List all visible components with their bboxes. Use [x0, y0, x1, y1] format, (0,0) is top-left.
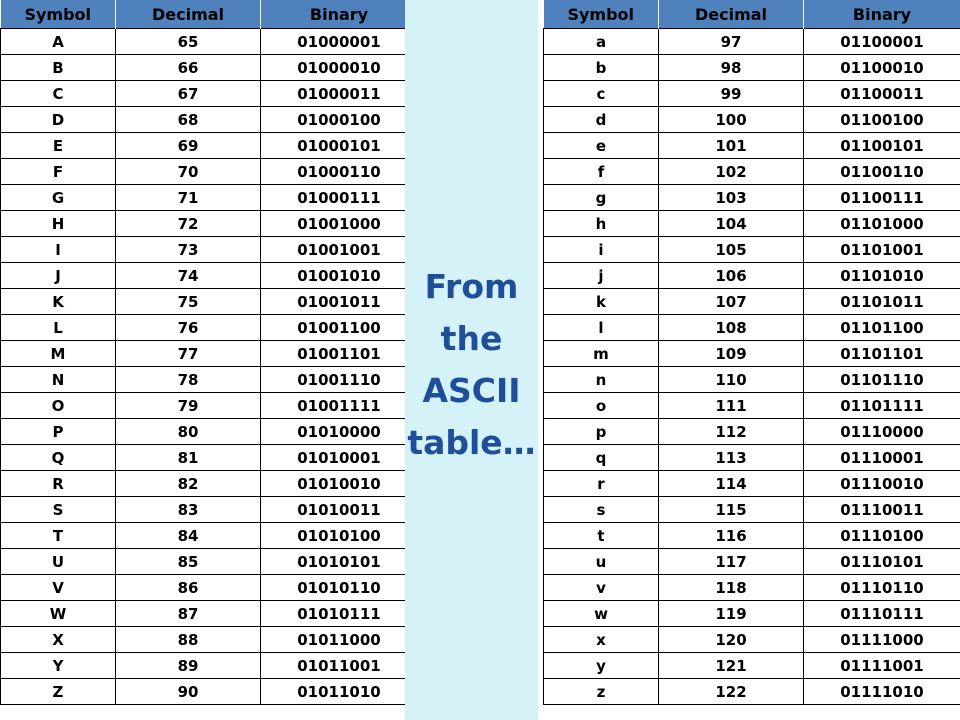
table-row	[1, 185, 418, 211]
table-row	[1, 679, 418, 705]
symbol-cell: T	[1, 523, 116, 549]
decimal-cell: 117	[659, 549, 804, 575]
decimal-cell: 74	[116, 263, 261, 289]
symbol-cell: d	[544, 107, 659, 133]
symbol-cell: D	[1, 107, 116, 133]
symbol-cell: v	[544, 575, 659, 601]
binary-cell: 01100101	[804, 133, 960, 159]
table-row	[544, 601, 960, 627]
binary-cell: 01001100	[261, 315, 418, 341]
decimal-cell: 99	[659, 81, 804, 107]
decimal-cell: 83	[116, 497, 261, 523]
symbol-cell: x	[544, 627, 659, 653]
decimal-cell: 112	[659, 419, 804, 445]
table-row	[544, 575, 960, 601]
symbol-cell: N	[1, 367, 116, 393]
symbol-cell: Y	[1, 653, 116, 679]
table-row	[544, 159, 960, 185]
decimal-cell: 81	[116, 445, 261, 471]
binary-cell: 01010100	[261, 523, 418, 549]
binary-cell: 01011000	[261, 627, 418, 653]
decimal-cell: 69	[116, 133, 261, 159]
binary-cell: 01101001	[804, 237, 960, 263]
table-row	[1, 107, 418, 133]
table-row	[544, 185, 960, 211]
table-row	[1, 445, 418, 471]
table-row	[544, 393, 960, 419]
binary-cell: 01010010	[261, 471, 418, 497]
decimal-cell: 79	[116, 393, 261, 419]
table-row	[544, 133, 960, 159]
decimal-cell: 65	[116, 29, 261, 55]
symbol-cell: n	[544, 367, 659, 393]
binary-cell: 01100001	[804, 29, 960, 55]
symbol-cell: a	[544, 29, 659, 55]
table-row	[1, 133, 418, 159]
symbol-cell: R	[1, 471, 116, 497]
table-row	[1, 419, 418, 445]
decimal-cell: 73	[116, 237, 261, 263]
table-row	[544, 315, 960, 341]
decimal-cell: 77	[116, 341, 261, 367]
table-row	[1, 263, 418, 289]
symbol-cell: s	[544, 497, 659, 523]
decimal-cell: 80	[116, 419, 261, 445]
table-row	[1, 211, 418, 237]
binary-cell: 01101010	[804, 263, 960, 289]
symbol-cell: F	[1, 159, 116, 185]
table-row	[1, 575, 418, 601]
binary-cell: 01001111	[261, 393, 418, 419]
table-header-row	[1, 0, 418, 29]
binary-cell: 01001001	[261, 237, 418, 263]
binary-cell: 01101011	[804, 289, 960, 315]
binary-cell: 01001101	[261, 341, 418, 367]
decimal-cell: 82	[116, 471, 261, 497]
symbol-cell: w	[544, 601, 659, 627]
symbol-cell: i	[544, 237, 659, 263]
decimal-cell: 122	[659, 679, 804, 705]
table-row	[544, 471, 960, 497]
symbol-cell: B	[1, 55, 116, 81]
binary-cell: 01101110	[804, 367, 960, 393]
symbol-cell: c	[544, 81, 659, 107]
table-row	[544, 497, 960, 523]
symbol-cell: J	[1, 263, 116, 289]
uppercase-ascii-table	[0, 0, 418, 705]
table-row	[1, 549, 418, 575]
decimal-cell: 78	[116, 367, 261, 393]
decimal-cell: 75	[116, 289, 261, 315]
table-row	[1, 237, 418, 263]
table-row	[1, 341, 418, 367]
symbol-header: Symbol	[544, 0, 659, 29]
table-row	[544, 211, 960, 237]
symbol-cell: p	[544, 419, 659, 445]
binary-cell: 01110100	[804, 523, 960, 549]
binary-cell: 01101111	[804, 393, 960, 419]
binary-cell: 01001011	[261, 289, 418, 315]
symbol-cell: e	[544, 133, 659, 159]
decimal-cell: 98	[659, 55, 804, 81]
table-row	[544, 627, 960, 653]
table-row	[544, 341, 960, 367]
decimal-cell: 72	[116, 211, 261, 237]
symbol-cell: o	[544, 393, 659, 419]
binary-cell: 01010111	[261, 601, 418, 627]
symbol-cell: M	[1, 341, 116, 367]
binary-cell: 01110000	[804, 419, 960, 445]
decimal-cell: 101	[659, 133, 804, 159]
table-row	[1, 289, 418, 315]
symbol-cell: f	[544, 159, 659, 185]
binary-cell: 01010001	[261, 445, 418, 471]
table-row	[1, 523, 418, 549]
binary-cell: 01111000	[804, 627, 960, 653]
decimal-cell: 71	[116, 185, 261, 211]
symbol-cell: A	[1, 29, 116, 55]
table-row	[1, 393, 418, 419]
decimal-cell: 97	[659, 29, 804, 55]
table-row	[544, 289, 960, 315]
decimal-cell: 86	[116, 575, 261, 601]
binary-cell: 01101100	[804, 315, 960, 341]
decimal-cell: 119	[659, 601, 804, 627]
symbol-cell: L	[1, 315, 116, 341]
symbol-cell: r	[544, 471, 659, 497]
binary-cell: 01110011	[804, 497, 960, 523]
decimal-cell: 76	[116, 315, 261, 341]
table-row	[544, 81, 960, 107]
decimal-cell: 111	[659, 393, 804, 419]
symbol-cell: q	[544, 445, 659, 471]
symbol-cell: m	[544, 341, 659, 367]
symbol-cell: K	[1, 289, 116, 315]
lowercase-ascii-table	[543, 0, 960, 705]
symbol-cell: l	[544, 315, 659, 341]
symbol-cell: y	[544, 653, 659, 679]
table-row	[1, 55, 418, 81]
table-row	[1, 653, 418, 679]
table-row	[544, 653, 960, 679]
symbol-cell: S	[1, 497, 116, 523]
symbol-cell: U	[1, 549, 116, 575]
binary-cell: 01011001	[261, 653, 418, 679]
decimal-cell: 84	[116, 523, 261, 549]
symbol-cell: h	[544, 211, 659, 237]
decimal-cell: 120	[659, 627, 804, 653]
symbol-cell: H	[1, 211, 116, 237]
binary-cell: 01100011	[804, 81, 960, 107]
table-row	[544, 549, 960, 575]
table-row	[544, 679, 960, 705]
table-row	[1, 367, 418, 393]
binary-header: Binary	[261, 0, 418, 29]
binary-cell: 01100010	[804, 55, 960, 81]
table-row	[544, 237, 960, 263]
decimal-cell: 110	[659, 367, 804, 393]
table-row	[1, 627, 418, 653]
table-row	[544, 29, 960, 55]
table-row	[544, 419, 960, 445]
decimal-cell: 68	[116, 107, 261, 133]
binary-cell: 01001010	[261, 263, 418, 289]
table-row	[544, 367, 960, 393]
symbol-cell: Z	[1, 679, 116, 705]
symbol-cell: V	[1, 575, 116, 601]
binary-cell: 01001110	[261, 367, 418, 393]
table-row	[544, 263, 960, 289]
table-row	[544, 445, 960, 471]
binary-cell: 01011010	[261, 679, 418, 705]
decimal-cell: 70	[116, 159, 261, 185]
binary-cell: 01110101	[804, 549, 960, 575]
binary-cell: 01010110	[261, 575, 418, 601]
binary-cell: 01000001	[261, 29, 418, 55]
symbol-cell: P	[1, 419, 116, 445]
binary-cell: 01101000	[804, 211, 960, 237]
binary-cell: 01000100	[261, 107, 418, 133]
decimal-header: Decimal	[116, 0, 261, 29]
table-row	[1, 315, 418, 341]
decimal-cell: 88	[116, 627, 261, 653]
decimal-cell: 89	[116, 653, 261, 679]
symbol-cell: I	[1, 237, 116, 263]
decimal-cell: 90	[116, 679, 261, 705]
symbol-cell: C	[1, 81, 116, 107]
symbol-cell: k	[544, 289, 659, 315]
decimal-cell: 67	[116, 81, 261, 107]
symbol-header: Symbol	[1, 0, 116, 29]
binary-cell: 01010101	[261, 549, 418, 575]
decimal-cell: 114	[659, 471, 804, 497]
binary-cell: 01000011	[261, 81, 418, 107]
table-row	[544, 55, 960, 81]
table-row	[1, 601, 418, 627]
decimal-cell: 108	[659, 315, 804, 341]
decimal-cell: 103	[659, 185, 804, 211]
table-row	[1, 497, 418, 523]
decimal-cell: 100	[659, 107, 804, 133]
binary-cell: 01100100	[804, 107, 960, 133]
symbol-cell: G	[1, 185, 116, 211]
binary-cell: 01001000	[261, 211, 418, 237]
table-row	[544, 107, 960, 133]
table-row	[544, 523, 960, 549]
symbol-cell: Q	[1, 445, 116, 471]
decimal-cell: 106	[659, 263, 804, 289]
decimal-cell: 104	[659, 211, 804, 237]
symbol-cell: t	[544, 523, 659, 549]
decimal-cell: 109	[659, 341, 804, 367]
binary-cell: 01000010	[261, 55, 418, 81]
binary-cell: 01101101	[804, 341, 960, 367]
decimal-cell: 115	[659, 497, 804, 523]
binary-cell: 01000101	[261, 133, 418, 159]
symbol-cell: u	[544, 549, 659, 575]
binary-cell: 01110001	[804, 445, 960, 471]
binary-cell: 01010000	[261, 419, 418, 445]
symbol-cell: g	[544, 185, 659, 211]
decimal-cell: 87	[116, 601, 261, 627]
decimal-cell: 116	[659, 523, 804, 549]
decimal-header: Decimal	[659, 0, 804, 29]
symbol-cell: E	[1, 133, 116, 159]
binary-cell: 01100111	[804, 185, 960, 211]
table-row	[1, 159, 418, 185]
binary-cell: 01000110	[261, 159, 418, 185]
binary-cell: 01010011	[261, 497, 418, 523]
binary-cell: 01100110	[804, 159, 960, 185]
decimal-cell: 121	[659, 653, 804, 679]
binary-cell: 01111010	[804, 679, 960, 705]
binary-cell: 01110010	[804, 471, 960, 497]
decimal-cell: 113	[659, 445, 804, 471]
decimal-cell: 118	[659, 575, 804, 601]
decimal-cell: 105	[659, 237, 804, 263]
symbol-cell: b	[544, 55, 659, 81]
decimal-cell: 85	[116, 549, 261, 575]
symbol-cell: j	[544, 263, 659, 289]
binary-cell: 01110110	[804, 575, 960, 601]
decimal-cell: 102	[659, 159, 804, 185]
symbol-cell: X	[1, 627, 116, 653]
ascii-caption: From the ASCII table…	[407, 267, 536, 462]
table-header-row	[544, 0, 960, 29]
binary-cell: 01000111	[261, 185, 418, 211]
binary-cell: 01110111	[804, 601, 960, 627]
binary-cell: 01111001	[804, 653, 960, 679]
decimal-cell: 66	[116, 55, 261, 81]
decimal-cell: 107	[659, 289, 804, 315]
symbol-cell: z	[544, 679, 659, 705]
table-row	[1, 29, 418, 55]
symbol-cell: W	[1, 601, 116, 627]
caption-panel	[405, 0, 538, 720]
symbol-cell: O	[1, 393, 116, 419]
table-row	[1, 81, 418, 107]
table-row	[1, 471, 418, 497]
binary-header: Binary	[804, 0, 960, 29]
